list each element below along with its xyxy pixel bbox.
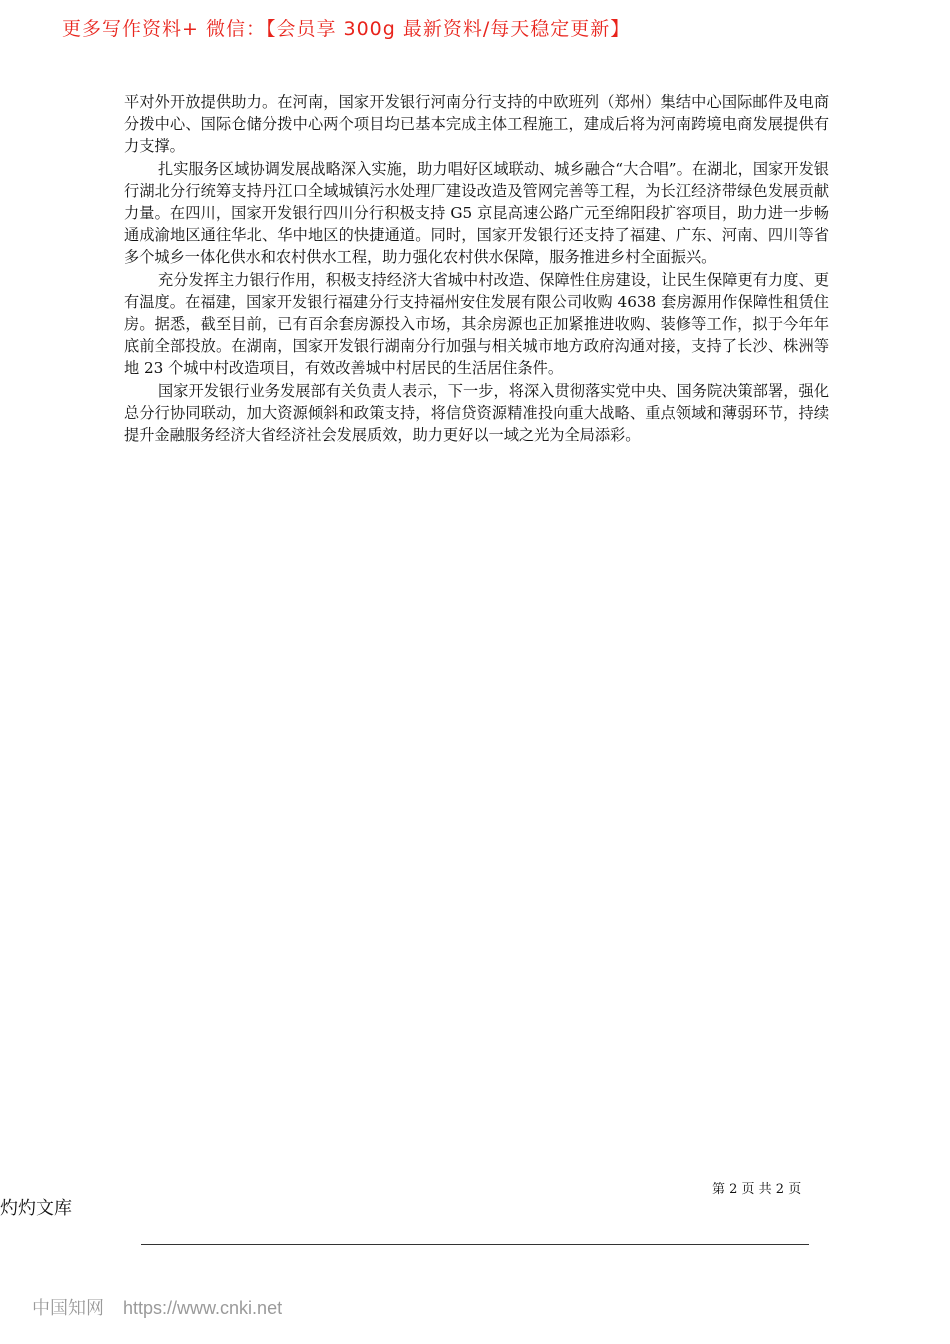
- document-body: [124, 91, 829, 446]
- library-name: 灼灼文库: [0, 1198, 72, 1219]
- watermark: [32, 1294, 282, 1320]
- promo-banner: 更多写作资料+ 微信：【会员享 300g 最新资料/每天稳定更新】: [62, 18, 631, 40]
- paragraph: 充分发挥主力银行作用，积极支持经济大省城中村改造、保障性住房建设，让民生保障更有力度、更有温度。在福建，国家开发银行福建分行支持福州安住发展有限公司收购 4638 套房源用作保障性租赁住房。据悉，截至目前，已有百余套房源投入市场，其余房源也正加紧推进收购、装修等工作，拟于今年年底前全部投放。在湖南，国家开发银行湖南分行加强与相关城市地方政府沟通对接，支持了长沙、株洲等地 23 个城中村改造项目，有效改善城中村居民的生活居住条件。: [124, 270, 829, 378]
- watermark-brand: 中国知网: [32, 1298, 104, 1318]
- paragraph: 国家开发银行业务发展部有关负责人表示，下一步，将深入贯彻落实党中央、国务院决策部署，强化总分行协同联动，加大资源倾斜和政策支持，将信贷资源精准投向重大战略、重点领域和薄弱环节，持续提升金融服务经济大省经济社会发展质效，助力更好以一域之光为全局添彩。: [124, 381, 829, 445]
- footer-divider: [141, 1244, 809, 1245]
- paragraph: 平对外开放提供助力。在河南，国家开发银行河南分行支持的中欧班列（郑州）集结中心国际邮件及电商分拨中心、国际仓储分拨中心两个项目均已基本完成主体工程施工，建成后将为河南跨境电商发展提供有力支撑。: [124, 93, 829, 156]
- page-number: 第 2 页 共 2 页: [712, 1182, 802, 1197]
- paragraph: 扎实服务区域协调发展战略深入实施，助力唱好区域联动、城乡融合“大合唱”。在湖北，国家开发银行湖北分行统筹支持丹江口全域城镇污水处理厂建设改造及管网完善等工程，为长江经济带绿色发展贡献力量。在四川，国家开发银行四川分行积极支持 G5 京昆高速公路广元至绵阳段扩容项目，助力进一步畅通成渝地区通往华北、华中地区的快捷通道。同时，国家开发银行还支持了福建、广东、河南、四川等省多个城乡一体化供水和农村供水工程，助力强化农村供水保障，服务推进乡村全面振兴。: [124, 159, 829, 267]
- watermark-url: https://www.cnki.net: [123, 1298, 283, 1318]
